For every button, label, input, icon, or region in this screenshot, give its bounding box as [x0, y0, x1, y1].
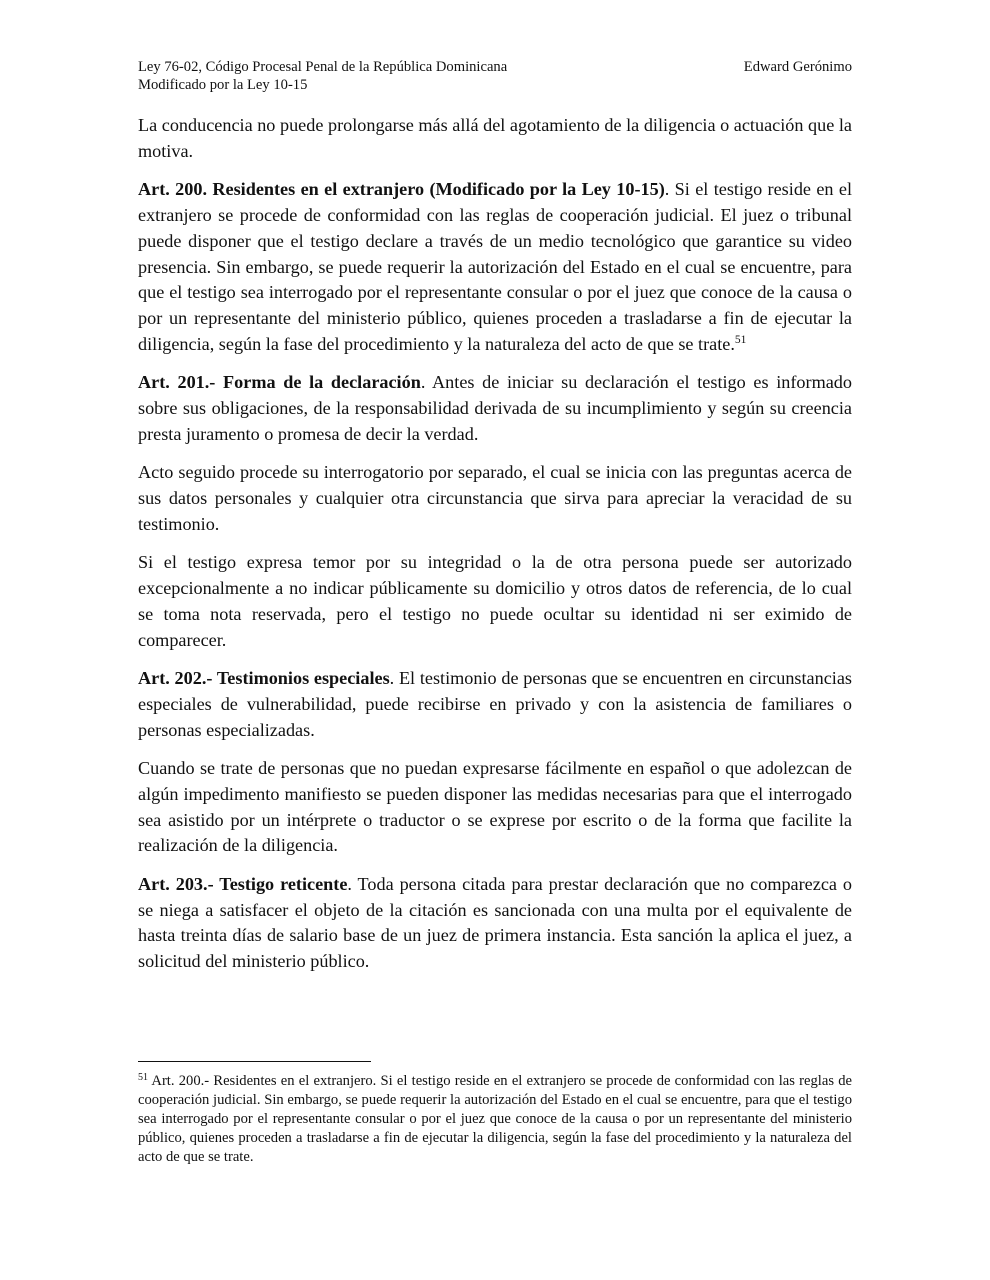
- paragraph-text: Si el testigo expresa temor por su integridad o la de otra persona puede ser autorizado excepcionalmente a no indicar públicamente su domicilio y otros datos de referencia, de lo cual se toma nota reservada, pero el testigo no puede ocultar su identidad ni ser eximido de comparecer.: [138, 552, 852, 650]
- footnote-51: [138, 1072, 852, 1167]
- document-body: [138, 113, 852, 988]
- article-201: [138, 370, 852, 447]
- article-heading: Art. 203.- Testigo reticente: [138, 873, 348, 894]
- footnote-reference[interactable]: 51: [734, 333, 747, 346]
- paragraph-text: La conducencia no puede prolongarse más allá del agotamiento de la diligencia o actuación que la motiva.: [138, 115, 852, 161]
- footnote-number: 51: [138, 1072, 148, 1083]
- footnote-text: Art. 200.- Residentes en el extranjero. Si el testigo reside en el extranjero se procede de conformidad con las reglas de cooperación judicial. Sin embargo, se puede requerir la autorización del Estado en el cual se encuentre, para que el testigo sea interrogado por el representante consular o por el juez que conoce de la causa o por un representante del ministerio público, quienes proceden a trasladarse a fin de ejecutar la diligencia, según la fase del procedimiento y la naturaleza del acto de que se trate.: [138, 1073, 852, 1165]
- paragraph-conducencia: [138, 113, 852, 165]
- paragraph-temor: [138, 550, 852, 653]
- article-text: . El testimonio de personas que se encuentren en circunstancias especiales de vulnerabilidad, puede recibirse en privado y con la asistencia de familiares o personas especializadas.: [138, 668, 852, 740]
- header-author: Edward Gerónimo: [743, 59, 852, 75]
- paragraph-text: Cuando se trate de personas que no puedan expresarse fácilmente en español o que adolezcan de algún impedimento manifiesto se pueden disponer las medidas necesarias para que el interrogado sea asistido por un intérprete o traductor o se exprese por escrito o de la forma que facilite la realización de la diligencia.: [138, 758, 852, 856]
- article-heading: Art. 202.- Testimonios especiales: [138, 668, 390, 689]
- article-text: . Si el testigo reside en el extranjero se procede de conformidad con las reglas de cooperación judicial. El juez o tribunal puede disponer que el testigo declare a través de un medio tecnológico que garantice su video presencia. Sin embargo, se puede requerir la autorización del Estado en el cual se encuentre, para que el testigo sea interrogado por el representante consular o por el juez que conoce de la causa o por un representante del ministerio público, quienes proceden a trasladarse a fin de ejecutar la diligencia, según la fase del procedimiento y la naturaleza del acto de que se trate.: [138, 179, 853, 354]
- header-title-line1: Ley 76-02, Código Procesal Penal de la República Dominicana: [138, 59, 508, 75]
- page-header: [138, 58, 852, 94]
- paragraph-interprete: [138, 756, 852, 859]
- header-title: [138, 58, 507, 94]
- footnote-separator: [138, 1061, 371, 1062]
- paragraph-interrogatorio: [138, 460, 852, 537]
- article-text: . Toda persona citada para prestar declaración que no comparezca o se niega a satisfacer el objeto de la citación es sancionada con una multa por el equivalente de hasta treinta días de salario base de un juez de primera instancia. Esta sanción la aplica el juez, a solicitud del ministerio público.: [138, 873, 853, 972]
- paragraph-text: Acto seguido procede su interrogatorio por separado, el cual se inicia con las preguntas acerca de sus datos personales y cualquier otra circunstancia que sirva para apreciar la veracidad de su testimonio.: [138, 462, 852, 534]
- article-200: [138, 177, 852, 358]
- article-text: . Antes de iniciar su declaración el testigo es informado sobre sus obligaciones, de la responsabilidad derivada de su incumplimiento y según su creencia presta juramento o promesa de decir la verdad.: [138, 372, 852, 444]
- header-title-line2: Modificado por la Ley 10-15: [138, 77, 308, 93]
- article-heading: Art. 200. Residentes en el extranjero (Modificado por la Ley 10-15): [138, 179, 665, 200]
- article-203: [138, 872, 852, 975]
- article-heading: Art. 201.- Forma de la declaración: [138, 372, 421, 393]
- article-202: [138, 666, 852, 743]
